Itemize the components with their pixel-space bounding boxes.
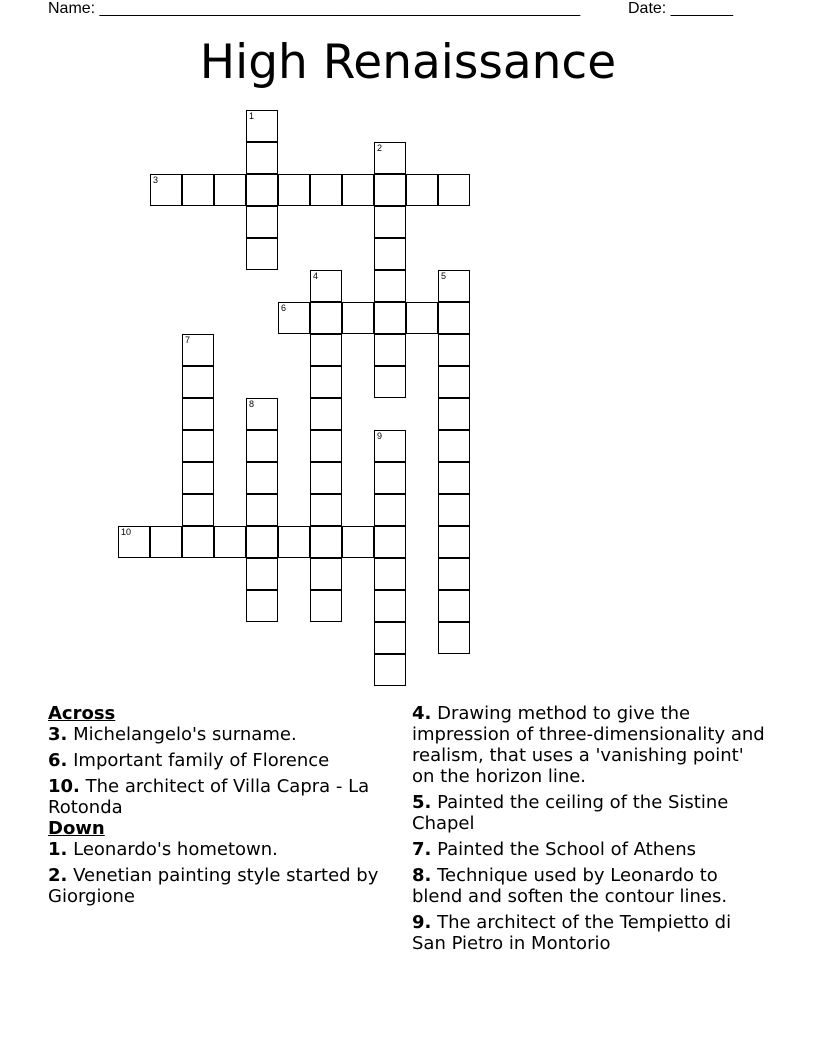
clue-number: 7. (412, 839, 432, 860)
grid-cell[interactable] (310, 558, 342, 590)
grid-cell[interactable] (374, 590, 406, 622)
grid-cell[interactable] (374, 462, 406, 494)
clue-across-3 (48, 724, 388, 745)
grid-cell[interactable] (182, 494, 214, 526)
grid-cell[interactable] (438, 430, 470, 462)
grid-cell[interactable] (246, 462, 278, 494)
grid-cell[interactable] (438, 622, 470, 654)
grid-cell[interactable] (374, 334, 406, 366)
clues-right-column (412, 703, 768, 959)
cell-number: 5 (441, 271, 447, 281)
grid-cell[interactable] (406, 302, 438, 334)
grid-cell[interactable] (310, 302, 342, 334)
grid-cell[interactable] (310, 590, 342, 622)
cell-number: 6 (281, 303, 287, 313)
grid-cell[interactable] (182, 462, 214, 494)
grid-cell[interactable] (246, 174, 278, 206)
down-heading: Down (48, 818, 105, 839)
cell-number: 1 (249, 111, 255, 121)
clue-text: Important family of Florence (73, 750, 330, 771)
grid-cell[interactable] (374, 654, 406, 686)
grid-cell[interactable] (214, 174, 246, 206)
clue-number: 6. (48, 750, 68, 771)
grid-cell[interactable] (278, 174, 310, 206)
grid-cell[interactable] (374, 430, 406, 462)
clue-down-8 (412, 865, 768, 907)
cell-number: 10 (121, 527, 132, 537)
grid-cell[interactable] (438, 558, 470, 590)
grid-cell[interactable] (246, 430, 278, 462)
grid-cell[interactable] (310, 174, 342, 206)
clue-number: 8. (412, 865, 432, 886)
cell-number: 7 (185, 335, 191, 345)
grid-cell[interactable] (182, 334, 214, 366)
grid-cell[interactable] (278, 302, 310, 334)
grid-cell[interactable] (374, 270, 406, 302)
grid-cell[interactable] (246, 526, 278, 558)
grid-cell[interactable] (438, 270, 470, 302)
clue-down-4 (412, 703, 768, 787)
clue-number: 10. (48, 776, 80, 797)
grid-cell[interactable] (278, 526, 310, 558)
clue-number: 4. (412, 703, 432, 724)
grid-cell[interactable] (438, 398, 470, 430)
grid-cell[interactable] (182, 398, 214, 430)
grid-cell[interactable] (438, 174, 470, 206)
grid-cell[interactable] (310, 270, 342, 302)
grid-cell[interactable] (374, 302, 406, 334)
clue-text: The architect of the Tempietto di San Pietro in Montorio (412, 912, 732, 954)
grid-cell[interactable] (214, 526, 246, 558)
clue-down-9 (412, 912, 768, 954)
name-line: Name: ______________________________________________________ (48, 0, 581, 17)
grid-cell[interactable] (438, 526, 470, 558)
grid-cell[interactable] (246, 558, 278, 590)
grid-cell[interactable] (374, 526, 406, 558)
grid-cell[interactable] (182, 366, 214, 398)
grid-cell[interactable] (342, 174, 374, 206)
grid-cell[interactable] (342, 526, 374, 558)
grid-cell[interactable] (150, 526, 182, 558)
cell-number: 2 (377, 143, 383, 153)
clue-number: 3. (48, 724, 68, 745)
clue-text: Drawing method to give the impression of three-dimensionality and realism, that uses a 'vanishing point' on the horizon line. (412, 703, 765, 787)
across-heading: Across (48, 703, 116, 724)
grid-cell[interactable] (310, 398, 342, 430)
grid-cell[interactable] (310, 430, 342, 462)
grid-cell[interactable] (374, 142, 406, 174)
clue-number: 2. (48, 865, 68, 886)
grid-cell[interactable] (438, 462, 470, 494)
clue-down-1 (48, 839, 388, 860)
grid-cell[interactable] (374, 238, 406, 270)
grid-cell[interactable] (310, 462, 342, 494)
clue-text: Michelangelo's surname. (73, 724, 297, 745)
page-title: High Renaissance (199, 35, 617, 90)
grid-cell[interactable] (182, 526, 214, 558)
clue-down-2 (48, 865, 388, 907)
clue-text: The architect of Villa Capra - La Rotonda (48, 776, 370, 818)
grid-cell[interactable] (374, 174, 406, 206)
grid-cell[interactable] (374, 558, 406, 590)
grid-cell[interactable] (246, 142, 278, 174)
clue-number: 5. (412, 792, 432, 813)
grid-cell[interactable] (246, 238, 278, 270)
grid-cell[interactable] (438, 366, 470, 398)
clue-number: 1. (48, 839, 68, 860)
grid-cell[interactable] (374, 622, 406, 654)
grid-cell[interactable] (246, 590, 278, 622)
grid-cell[interactable] (406, 174, 438, 206)
grid-cell[interactable] (438, 334, 470, 366)
clue-text: Painted the School of Athens (437, 839, 697, 860)
grid-cell[interactable] (310, 526, 342, 558)
clue-across-10 (48, 776, 388, 818)
grid-cell[interactable] (182, 430, 214, 462)
grid-cell[interactable] (374, 366, 406, 398)
clue-down-5 (412, 792, 768, 834)
cell-number: 3 (153, 175, 159, 185)
clue-text: Technique used by Leonardo to blend and soften the contour lines. (412, 865, 728, 907)
grid-cell[interactable] (246, 206, 278, 238)
grid-cell[interactable] (374, 206, 406, 238)
grid-cell[interactable] (150, 174, 182, 206)
cell-number: 9 (377, 431, 383, 441)
grid-cell[interactable] (246, 110, 278, 142)
grid-cell[interactable] (438, 590, 470, 622)
grid-cell[interactable] (342, 302, 374, 334)
clue-text: Venetian painting style started by Giorgione (48, 865, 379, 907)
grid-cell[interactable] (246, 494, 278, 526)
clue-down-7 (412, 839, 768, 860)
clues-left-column (48, 703, 388, 912)
grid-cell[interactable] (246, 398, 278, 430)
grid-cell[interactable] (374, 494, 406, 526)
grid-cell[interactable] (310, 366, 342, 398)
clue-text: Painted the ceiling of the Sistine Chapel (412, 792, 729, 834)
clue-text: Leonardo's hometown. (73, 839, 278, 860)
cell-number: 4 (313, 271, 319, 281)
grid-cell[interactable] (438, 302, 470, 334)
cell-number: 8 (249, 399, 255, 409)
clue-across-6 (48, 750, 388, 771)
clue-number: 9. (412, 912, 432, 933)
date-line: Date: _______ (628, 0, 733, 17)
grid-cell[interactable] (182, 174, 214, 206)
grid-cell[interactable] (310, 334, 342, 366)
grid-cell[interactable] (438, 494, 470, 526)
grid-cell[interactable] (118, 526, 150, 558)
grid-cell[interactable] (310, 494, 342, 526)
